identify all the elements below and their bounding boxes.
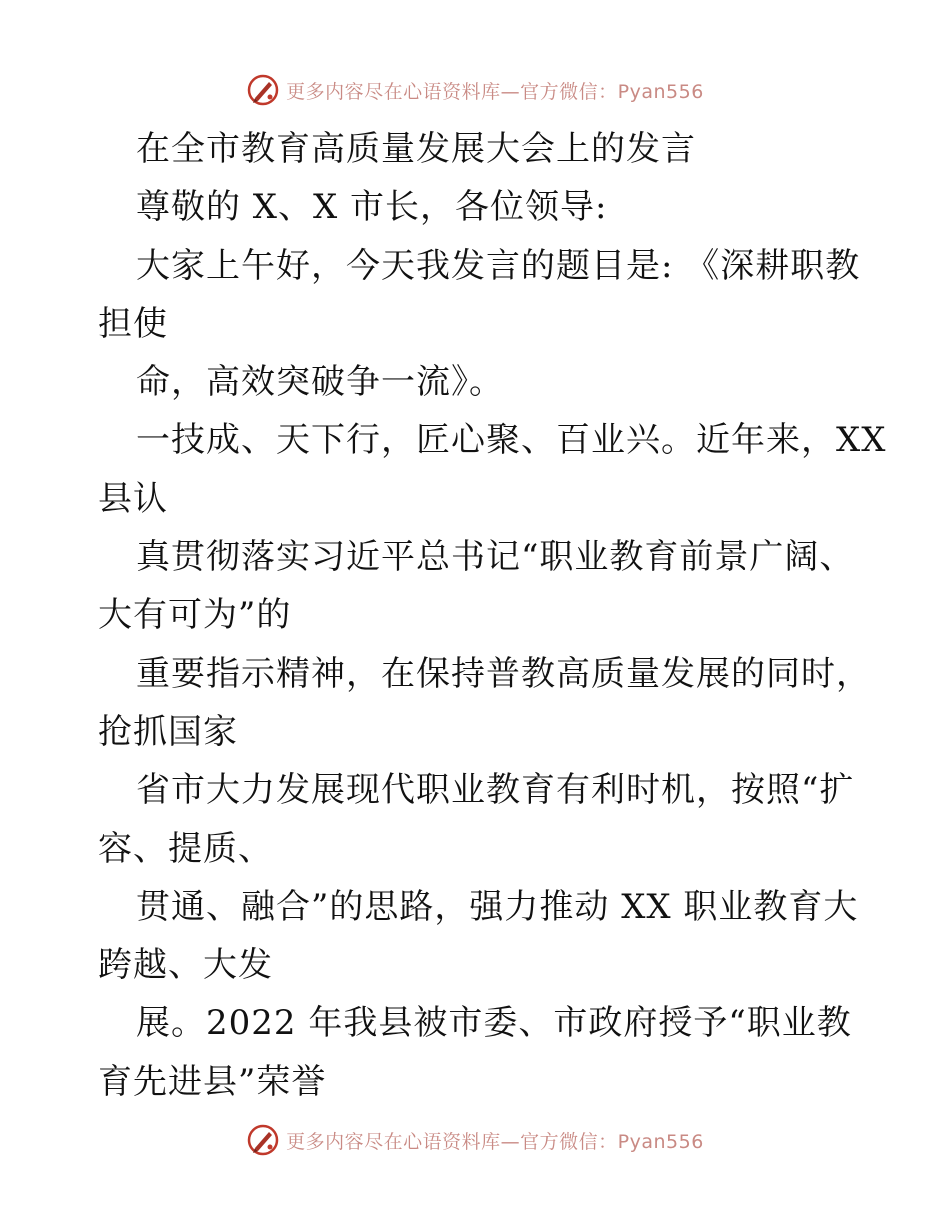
paragraph-line: 真贯彻落实习近平总书记“职业教育前景广阔、 [136,537,855,578]
paragraph-line: 命，高效突破争一流》。 [136,362,504,403]
paragraph-line: 跨越、大发 [98,945,273,986]
pen-circle-logo-icon [246,1123,280,1157]
footer-watermark [0,1122,950,1158]
watermark-text: 更多内容尽在心语资料库—官方微信：Pyan556 [286,80,704,103]
paragraph-line: 贯通、融合”的思路，强力推动 XX 职业教育大 [136,886,859,927]
paragraph-line: 重要指示精神，在保持普教高质量发展的同时， [136,653,871,694]
paragraph-line: 大有可为”的 [98,595,292,636]
pen-circle-logo-icon [246,73,280,107]
paragraph-line: 大家上午好，今天我发言的题目是: 《深耕职教 [136,245,861,286]
document-title: 在全市教育高质量发展大会上的发言 [136,129,696,169]
paragraph-line: 展。2022 年我县被市委、市政府授予“职业教 [136,1003,852,1044]
watermark-text: 更多内容尽在心语资料库—官方微信：Pyan556 [286,1130,704,1153]
document-body [98,120,887,1111]
paragraph-line: 抢抓国家 [98,711,238,752]
paragraph-line: 担使 [98,303,168,344]
paragraph-line: 一技成、天下行，匠心聚、百业兴。近年来，XX [136,420,887,461]
salutation: 尊敬的 X、X 市长，各位领导: [136,187,608,228]
paragraph-line: 省市大力发展现代职业教育有利时机，按照“扩 [136,770,855,811]
paragraph-line: 容、提质、 [98,828,273,869]
paragraph-line: 县认 [98,478,168,519]
header-watermark [0,72,950,108]
paragraph-line: 育先进县”荣誉 [98,1061,327,1102]
